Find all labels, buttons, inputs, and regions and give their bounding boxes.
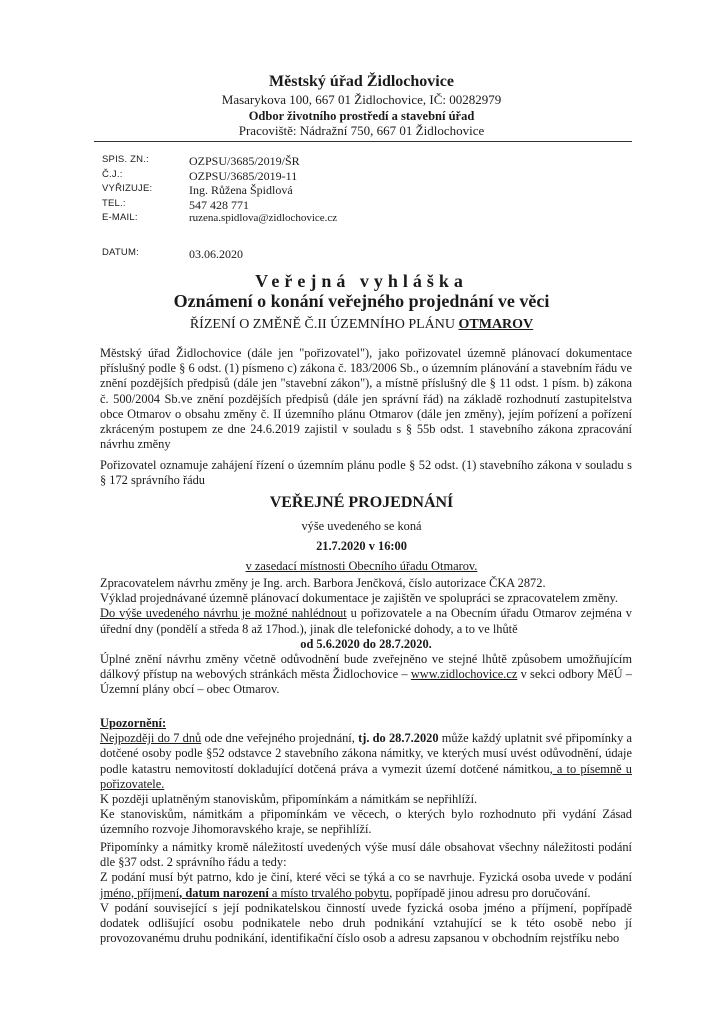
meta-value: 547 428 771 [189,197,249,212]
notice-deadline-text [100,731,632,792]
hearing-datetime: 21.7.2020 v 16:00 [316,539,407,553]
office-workplace: Pracoviště: Nádražní 750, 667 01 Židlochovice [238,123,485,138]
meta-value: OZPSU/3685/2019/ŠR [189,154,300,168]
hearing-place: v zasedací místnosti Obecního úřadu Otmarov. [245,559,478,573]
date-value: 03.06.2020 [189,247,243,261]
requirements-block [100,840,632,946]
meta-value: Ing. Růžena Špidlová [189,183,293,197]
notice-heading: Upozornění: [100,716,167,730]
meta-key: VYŘIZUJE: [102,183,153,194]
zur-notice: Ke stanoviskům, námitkám a připomínkám ve věcech, o kterých bylo rozhodnuto při vydání Zásad územního rozvoje Jihomoravského kraje, se nepřihlíží. [100,807,632,837]
meta-value: OZPSU/3685/2019-11 [189,168,298,183]
proceeding-prefix: ŘÍZENÍ O ZMĚNĚ Č.II ÚZEMNÍHO PLÁNU [189,317,459,332]
document-title: Veřejná vyhláška [255,271,468,291]
paragraph-announcement: Pořizovatel oznamuje zahájení řízení o územním plánu podle § 52 odst. (1) stavebního zákona v souladu s § 172 správního řádu [100,458,632,488]
req-residence-underlined: a místo trvalého pobytu [268,885,390,900]
publication-start: Úplné znění návrhu změny včetně odůvodnění bude zveřejněno ve stejné lhůtě způsobem umožňujícím dálkový přístup na webových stránkách města Židlochovice – [100,652,632,682]
req-name-underlined: jméno, příjmení [100,885,180,900]
late-notice: K později uplatněným stanoviskům, připomínkám a námitkám se nepřihlíží. [100,792,478,807]
hearing-details [100,576,632,698]
hearing-intro: výše uvedeného se koná [301,519,422,533]
requirements-intro: Připomínky a námitky kromě náležitostí uvedených výše musí dále obsahovat všechny náležitosti podání dle §37 odst. 2 správního řádu a tedy: [100,840,632,870]
inspection-rest: u pořizovatele a na Obecním úřadu Otmarov zejména v úřední dny (pondělí a středa 8 až 17hod.), jinak dle telefonické dohody, a to ve lhůtě [100,606,632,636]
date-key: DATUM: [102,247,139,258]
publication-text [100,652,632,698]
notice-block [100,716,632,838]
document-subtitle: Oznámení o konání veřejného projednání ve věci [173,291,550,311]
requirement-natural-person [100,870,632,900]
meta-key: Č.J.: [102,168,123,180]
objection-text: může každý uplatnit své připomínky a dotčené osoby podle §52 odstavce 2 stavebního zákona námitky, ve kterých musí uvést odůvodnění, údaje podle katastru nemovitostí dokladující dotčená práva a vymezit území dotčené námitkou [100,731,633,776]
proceeding-line [0,317,723,333]
written-form-underlined: , a to písemně u pořizovatele. [100,761,632,791]
website-link[interactable]: www.zidlochovice.cz [410,667,518,682]
inspection-text [100,606,632,636]
inspection-period: od 5.6.2020 do 28.7.2020. [300,636,432,651]
req-text: Z podání musí být patrno, kdo je činí, které věci se týká a co se navrhuje. Fyzická osoba uvede v podání [100,870,632,885]
req-end: , popřípadě jinou adresu pro doručování. [389,885,591,900]
requirement-business: V podání související s její podnikatelskou činností uvede fyzická osoba jméno a příjmení, popřípadě dodatek odlišující osobu podnikatele nebo druh podnikání vztahující se k této osobě nebo jí provozovanému druhu podnikání, identifikační číslo osob a adresu zapsanou v obchodním rejstříku nebo [100,900,632,946]
paragraph-intro: Městský úřad Židlochovice (dále jen "pořizovatel"), jako pořizovatel územně plánovací dokumentace příslušný podle § 6 odst. (1) písmeno c) zákona č. 183/2006 Sb., o územním plánování a stavebním řádu ve znění pozdějších předpisů (dále jen "stavební zákon"), a místně příslušný dle § 11 odst. 1 písm. b) zákona č. 500/2004 Sb.ve znění pozdějších předpisů (dále jen správní řád) na základě rozhodnutí zastupitelstva obce Otmarov o obsahu změny č. II územního plánu Otmarov (dále jen změny), jejím pořízení a pořízení zkráceným postupem ze dne 24.6.2019 zajistil v souladu s § 55b odst. 1 stavebního zákona zpracování návrhu změny [100,346,633,452]
meta-value: ruzena.spidlova@zidlochovice.cz [189,212,338,224]
meta-key: E-MAIL: [102,212,138,223]
office-title: Městský úřad Židlochovice [269,73,454,90]
proceeding-place: OTMAROV [458,317,534,332]
office-department: Odbor životního prostředí a stavební úřad [248,109,475,123]
inspection-underlined: Do výše uvedeného návrhu je možné nahlédnout [100,606,347,621]
deadline-date: tj. do 28.7.2020 [358,731,439,746]
header-divider [94,141,632,142]
deadline-underlined: Nejpozději do 7 dnů [100,731,202,746]
hearing-title: VEŘEJNÉ PROJEDNÁNÍ [269,494,454,511]
req-birthdate: , datum narození [179,885,269,900]
meta-key: SPIS. ZN.: [102,154,149,165]
deadline-text: ode dne veřejného projednání, [201,731,359,746]
publication-end: v sekci odbory MěÚ – Územní plány obcí – obec Otmarov. [100,667,632,697]
designer-line: Zpracovatelem návrhu změny je Ing. arch. Barbora Jenčková, číslo autorizace ČKA 2872. [100,576,546,590]
meta-key: TEL.: [102,197,126,209]
office-address: Masarykova 100, 667 01 Židlochovice, IČ: 00282979 [221,92,502,107]
explanation-line: Výklad projednávané územně plánovací dokumentace je zajištěn ve spolupráci se zpracovatelem změny. [100,591,619,606]
